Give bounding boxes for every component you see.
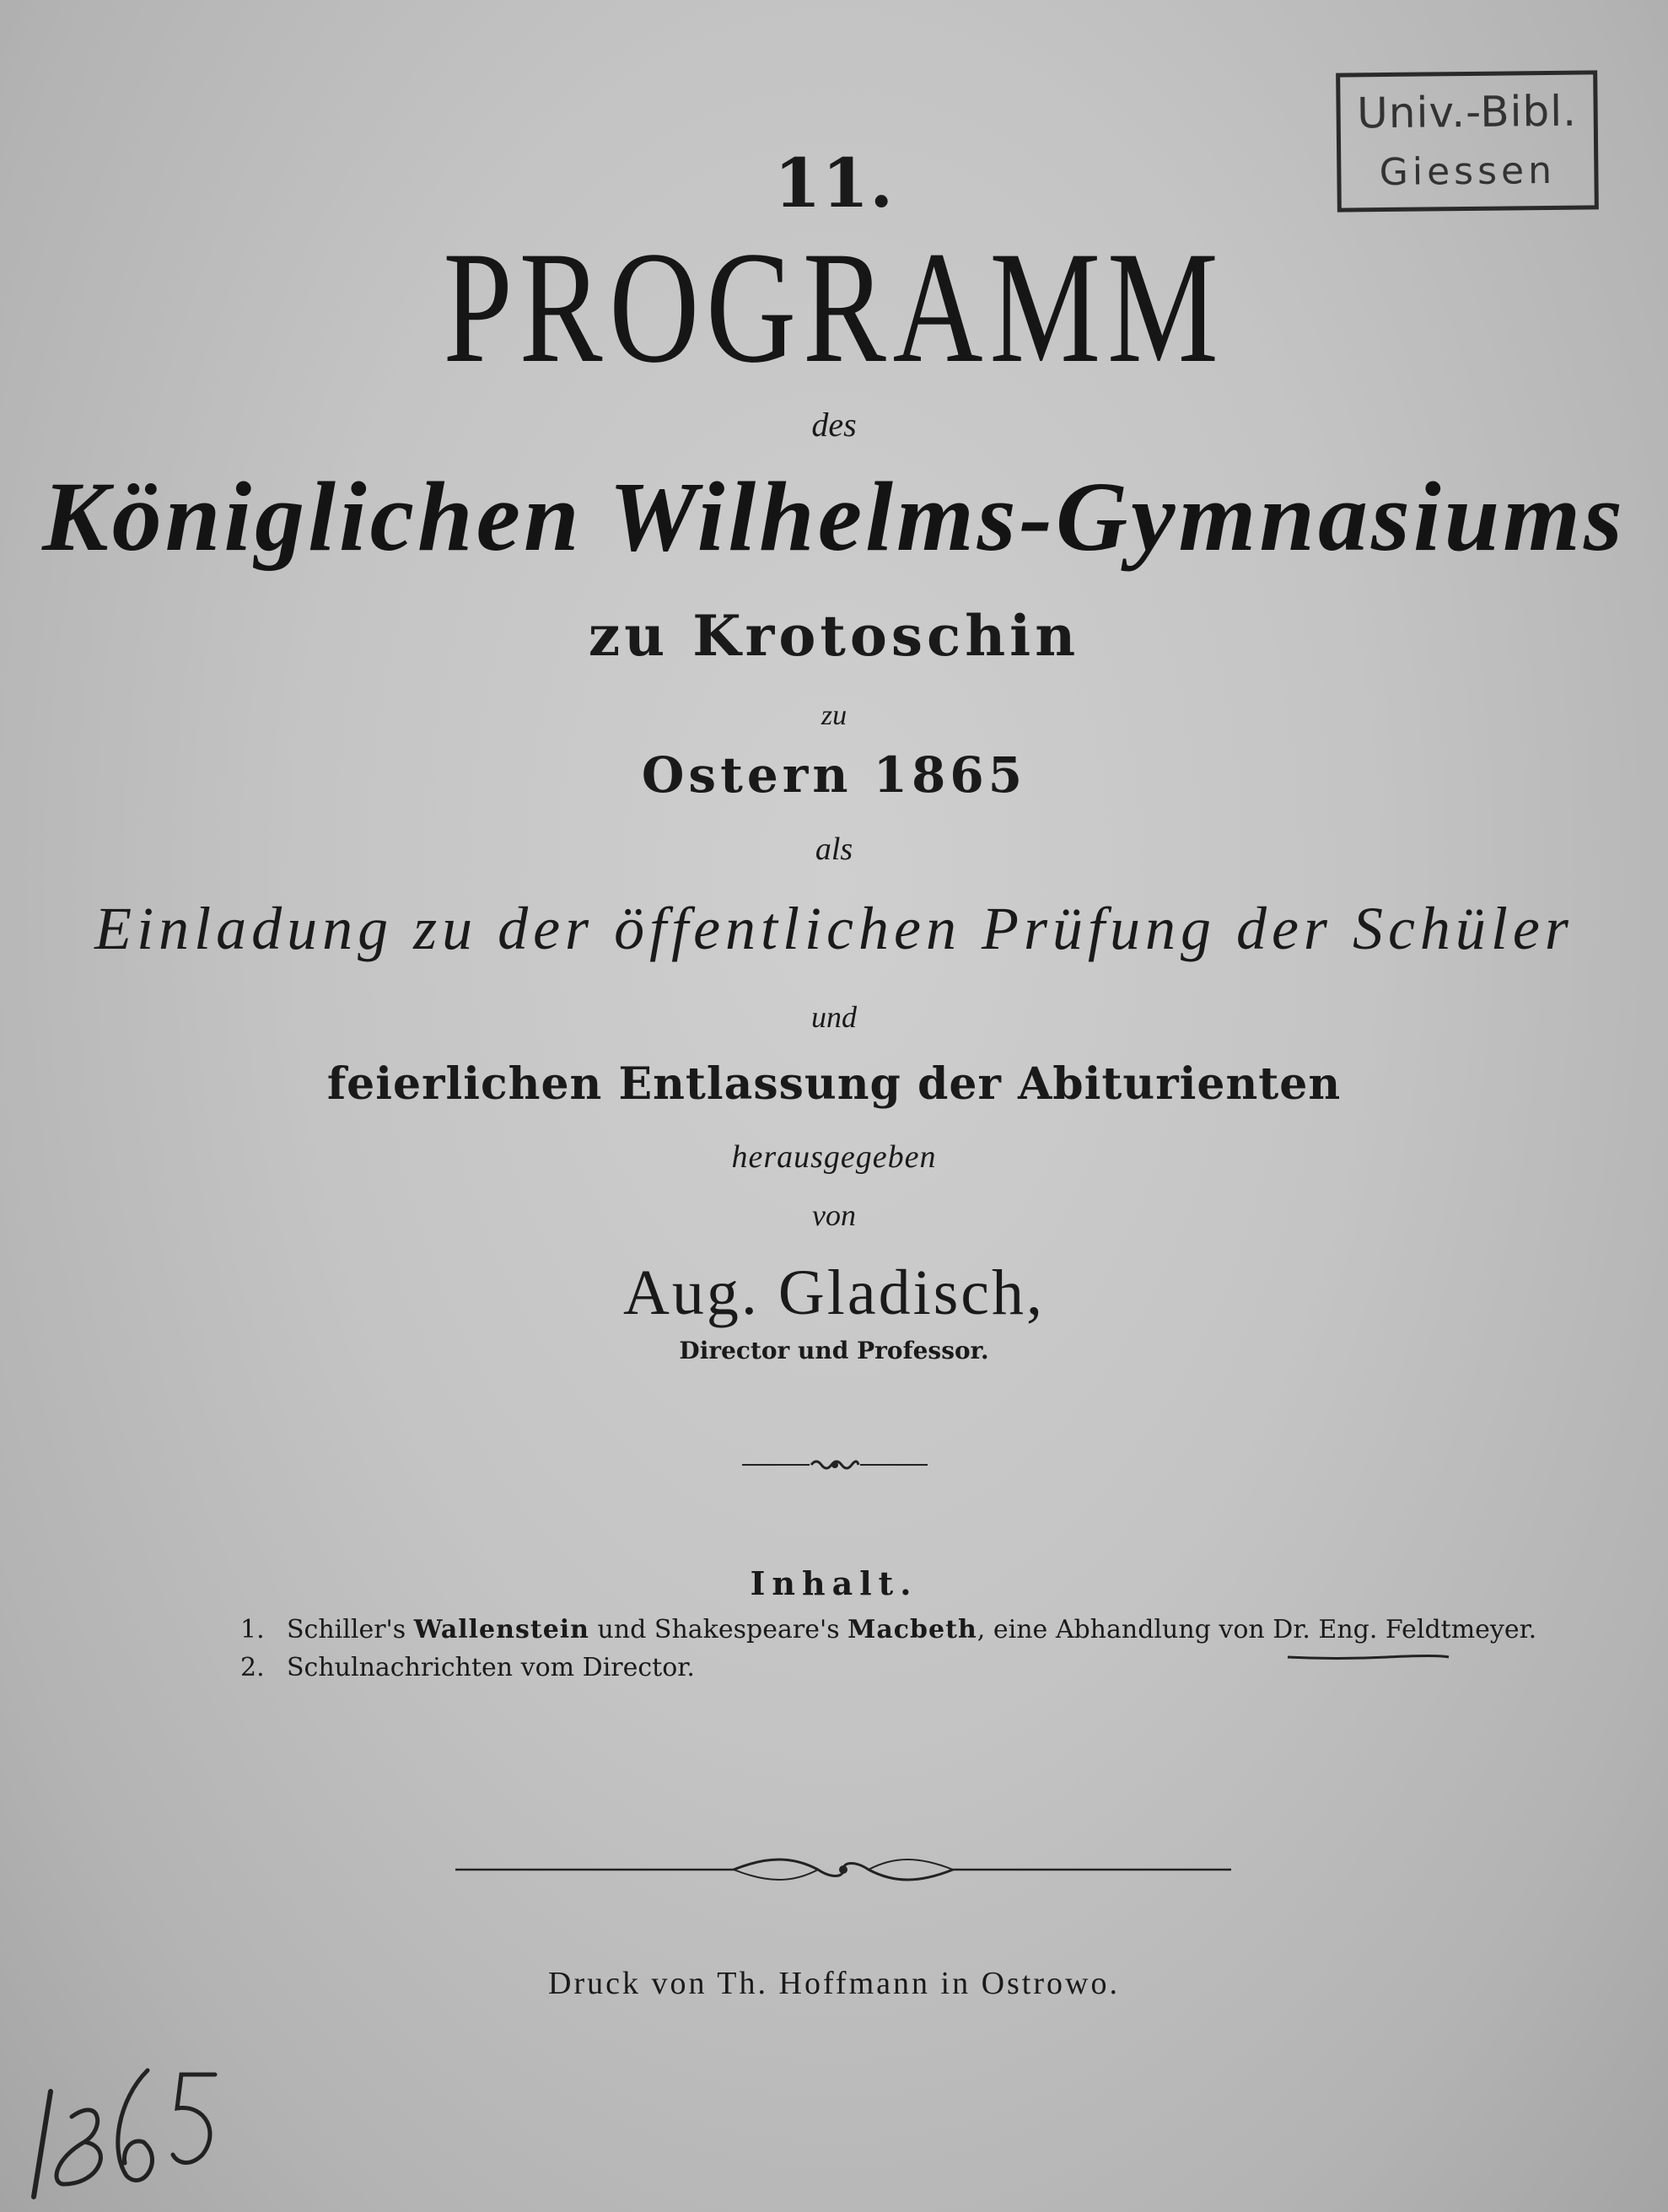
program-number: 11. xyxy=(773,143,895,223)
contents-item-text: Schulnachrichten vom Director. xyxy=(287,1653,695,1682)
title-zu: zu xyxy=(821,700,847,731)
stamp-line-2: Giessen xyxy=(1379,148,1557,195)
title-und: und xyxy=(811,1000,857,1034)
title-von: von xyxy=(812,1198,856,1232)
title-als: als xyxy=(815,832,853,867)
ornament-divider-large xyxy=(455,1851,1231,1888)
contents-item-text-b: und Shakespeare's xyxy=(589,1615,848,1644)
imprint: Druck von Th. Hoffmann in Ostrowo. xyxy=(548,1966,1120,2001)
contents-item-number: 2. xyxy=(240,1653,265,1682)
contents-item-number: 1. xyxy=(240,1615,265,1644)
contents-title: Inhalt. xyxy=(750,1564,918,1602)
contents-item-work-2: Macbeth xyxy=(847,1615,977,1644)
contents-item-work-1: Wallenstein xyxy=(413,1615,589,1644)
contents-item-text-c: , eine Abhandlung von Dr. Eng. Feldtmeyer. xyxy=(977,1615,1537,1644)
title-des: des xyxy=(811,406,857,444)
author-role: Director und Professor. xyxy=(679,1337,989,1364)
handwritten-year-note xyxy=(25,2058,228,2201)
contents-item-text-a: Schiller's xyxy=(287,1615,414,1644)
contents-item xyxy=(240,1653,695,1682)
author-name: Aug. Gladisch, xyxy=(622,1257,1046,1328)
published-label: herausgegeben xyxy=(731,1139,937,1175)
purpose-line-2: feierlichen Entlassung der Abiturienten xyxy=(326,1058,1342,1110)
page-title: PROGRAMM xyxy=(443,219,1225,396)
stamp-line-1: Univ.-Bibl. xyxy=(1356,86,1578,138)
institution-name: Königlichen Wilhelms-Gymnasiums xyxy=(42,461,1626,572)
purpose-line: Einladung zu der öffentlichen Prüfung der Schüler xyxy=(94,895,1574,962)
handwritten-underline xyxy=(1286,1655,1450,1660)
occasion: Ostern 1865 xyxy=(641,746,1027,804)
institution-city: zu Krotoschin xyxy=(588,603,1080,669)
ornament-divider-small xyxy=(742,1455,928,1475)
contents-item xyxy=(240,1615,1536,1644)
